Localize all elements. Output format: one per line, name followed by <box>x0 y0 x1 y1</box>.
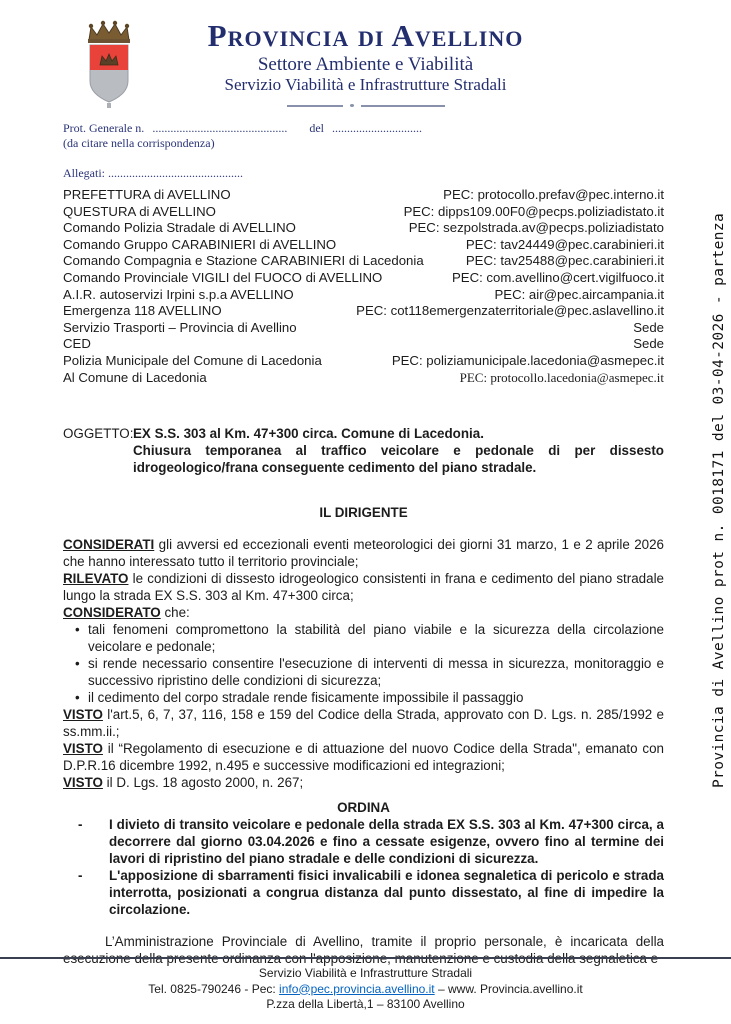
attachments-line: Allegati: ............................................. <box>63 166 243 180</box>
visto-paragraph <box>63 706 664 740</box>
recipient-row <box>63 270 664 287</box>
recipient-name: Comando Gruppo CARABINIERI di AVELLINO <box>63 236 337 252</box>
premise-text: le condizioni di dissesto idrogeologico consistenti in frana e cedimento del piano stradale lungo la strada EX S.S. 303 al Km. 47+300 circa; <box>63 571 664 603</box>
premises <box>63 536 664 621</box>
ordina-text: I divieto di transito veicolare e pedonale della strada EX S.S. 303 al Km. 47+300 circa, a decorrere dal giorno 03.04.2026 e fino a cessate esigenze, ovvero fino al termine dei lavori di ripristino del piano stradale e delle condizioni di sicurezza. <box>109 817 664 866</box>
ordina-text: L'apposizione di sbarramenti fisici invalicabili e idonea segnaletica di pericolo e strada interrotta, posizionati a congrua distanza dal punto dissestato, al fine di impedire la circolazione. <box>109 868 664 917</box>
divider-rule-right <box>361 105 445 107</box>
protocol-block <box>63 121 483 181</box>
sector-subtitle: Settore Ambiente e Viabilità <box>257 53 474 75</box>
visto-lead: VISTO <box>63 707 103 722</box>
recipient-name: PREFETTURA di AVELLINO <box>63 187 231 202</box>
recipient-name: Comando Provinciale VIGILI del FUOCO di AVELLINO <box>63 269 383 285</box>
subject-body <box>133 425 664 476</box>
recipient-contact: PEC: protocollo.lacedonia@asmepec.it <box>459 369 664 385</box>
bullet-item <box>63 655 664 689</box>
bullet-item <box>63 621 664 655</box>
visto-text: l'art.5, 6, 7, 37, 116, 158 e 159 del Codice della Strada, approvato con D. Lgs. n. 285/1992 e ss.mm.ii.; <box>63 707 664 739</box>
recipient-contact: Sede <box>633 319 664 335</box>
recipient-name: Polizia Municipale del Comune di Lacedonia <box>63 352 322 368</box>
recipient-row <box>63 187 664 204</box>
recipient-contact: PEC: com.avellino@cert.vigilfuoco.it <box>451 269 664 285</box>
premise-paragraph <box>63 536 664 570</box>
recipient-row <box>63 287 664 304</box>
recipient-name: Emergenza 118 AVELLINO <box>63 303 222 319</box>
recipient-contact: Sede <box>633 336 664 352</box>
recipient-row <box>63 353 664 370</box>
recipient-contact: PEC: dipps109.00F0@pecps.poliziadistato.it <box>403 203 664 219</box>
premise-lead: CONSIDERATO <box>63 605 161 620</box>
dash-marker-icon: - <box>78 817 83 832</box>
recipient-name: QUESTURA di AVELLINO <box>63 203 216 219</box>
subject-label: OGGETTO: <box>63 426 134 441</box>
dash-marker-icon: - <box>78 868 83 883</box>
ordina-item <box>63 816 664 867</box>
recipient-name: CED <box>63 336 91 352</box>
ordina-item <box>63 867 664 918</box>
org-title: Provincia di Avellino <box>207 18 524 53</box>
recipient-row <box>63 220 664 237</box>
masthead <box>0 20 731 107</box>
recipient-row <box>63 320 664 337</box>
premise-text: gli avversi ed eccezionali eventi meteorologici dei giorni 31 marzo, 1 e 2 aprile 2026 che hanno interessato tutto il territorio provinciale; <box>63 537 664 569</box>
premise-paragraph <box>63 570 664 604</box>
premise-lead: RILEVATO <box>63 571 129 586</box>
divider-rule-left <box>287 105 343 107</box>
footer-service-line: Servizio Viabilità e Infrastrutture Stradali <box>258 966 473 980</box>
recipient-name: A.I.R. autoservizi Irpini s.p.a AVELLINO <box>63 286 294 302</box>
protocol-note: (da citare nella corrispondenza) <box>63 136 215 150</box>
recipient-row <box>63 204 664 221</box>
footer-pec-link[interactable]: info@pec.provincia.avellino.it <box>279 981 435 996</box>
page-footer <box>0 957 731 1013</box>
visto-text: il “Regolamento di esecuzione e di attuazione del nuovo Codice della Strada", emanato con D.P.R.16 dicembre 1992, n.495 e successive modificazioni ed integrazioni; <box>63 741 664 773</box>
recipient-contact: PEC: sezpolstrada.av@pecps.poliziadistato <box>408 220 664 236</box>
bullet-item <box>63 689 664 706</box>
subject-line1: EX S.S. 303 al Km. 47+300 circa. Comune di Lacedonia. <box>133 426 484 441</box>
recipient-row <box>63 370 664 387</box>
bullet-marker-icon: • <box>75 622 80 637</box>
bullet-text: si rende necessario consentire l'esecuzione di interventi di messa in sicurezza, monitoraggio e successivo ripristino delle condizioni di sicurezza; <box>88 656 664 688</box>
recipient-row <box>63 336 664 353</box>
registration-stamp-vertical: Provincia di Avellino prot n. 0018171 del 03-04-2026 - partenza <box>711 212 727 788</box>
ordina-heading: ORDINA <box>337 800 390 815</box>
bullet-text: il cedimento del corpo stradale rende fisicamente impossibile il passaggio <box>88 690 524 705</box>
recipient-name: Comando Polizia Stradale di AVELLINO <box>63 220 296 236</box>
subject-block <box>63 425 664 476</box>
recipient-contact: PEC: air@pec.aircampania.it <box>494 286 664 302</box>
subject-line2: Chiusura temporanea al traffico veicolare e pedonale di per dissesto idrogeologico/frana conseguente cedimento del piano stradale. <box>133 443 664 475</box>
closing-paragraph: L’Amministrazione Provinciale di Avellino, tramite il proprio personale, è incaricata della esecuzione della presente ordinanza con l'apposizione, manutenzione e custodia della segnaletica e <box>63 934 664 966</box>
protocol-number-line <box>63 121 483 136</box>
header-divider <box>0 104 731 107</box>
bullet-text: tali fenomeni compromettono la stabilità del piano viabile e la sicurezza della circolazione veicolare e pedonale; <box>88 622 664 654</box>
bullet-list <box>63 621 664 706</box>
protocol-number-dots: ............................................. <box>152 121 288 135</box>
footer-contact-post: – www. Provincia.avellino.it <box>434 981 583 996</box>
document-body <box>63 420 664 967</box>
visto-paragraph <box>63 740 664 774</box>
premise-paragraph <box>63 604 664 621</box>
protocol-number-label: Prot. Generale n. <box>63 121 145 135</box>
visti-paragraphs <box>63 706 664 791</box>
recipient-name: Servizio Trasporti – Provincia di Avellino <box>63 319 297 335</box>
recipient-contact: PEC: cot118emergenzaterritoriale@pec.aslavellino.it <box>356 303 664 319</box>
footer-address-line: P.zza della Libertà,1 – 83100 Avellino <box>266 997 465 1011</box>
premise-text: che: <box>160 605 190 620</box>
recipient-row <box>63 253 664 270</box>
bullet-marker-icon: • <box>75 656 80 671</box>
visto-paragraph <box>63 774 664 791</box>
premise-lead: CONSIDERATI <box>63 537 155 552</box>
recipients-list <box>63 187 664 386</box>
ordina-list <box>63 816 664 918</box>
recipient-contact: PEC: protocollo.prefav@pec.interno.it <box>443 187 664 202</box>
divider-dot <box>350 104 354 107</box>
protocol-date-dots: .............................. <box>331 121 422 135</box>
bullet-marker-icon: • <box>75 690 80 705</box>
recipient-row <box>63 303 664 320</box>
recipient-contact: PEC: poliziamunicipale.lacedonia@asmepec.it <box>391 352 664 368</box>
service-subtitle: Servizio Viabilità e Infrastrutture Stradali <box>224 75 507 95</box>
recipient-contact: PEC: tav24449@pec.carabinieri.it <box>465 236 664 252</box>
recipient-name: Al Comune di Lacedonia <box>63 369 207 385</box>
dirigente-heading: IL DIRIGENTE <box>319 505 408 520</box>
recipient-row <box>63 237 664 254</box>
recipient-name: Comando Compagnia e Stazione CARABINIERI di Lacedonia <box>63 253 424 269</box>
footer-contact-pre: Tel. 0825-790246 - Pec: <box>148 981 280 996</box>
visto-lead: VISTO <box>63 741 103 756</box>
recipient-contact: PEC: tav25488@pec.carabinieri.it <box>465 253 664 269</box>
visto-lead: VISTO <box>63 775 103 790</box>
footer-contact-line <box>0 982 731 998</box>
protocol-date-label: del <box>309 121 324 135</box>
visto-text: il D. Lgs. 18 agosto 2000, n. 267; <box>102 775 304 790</box>
